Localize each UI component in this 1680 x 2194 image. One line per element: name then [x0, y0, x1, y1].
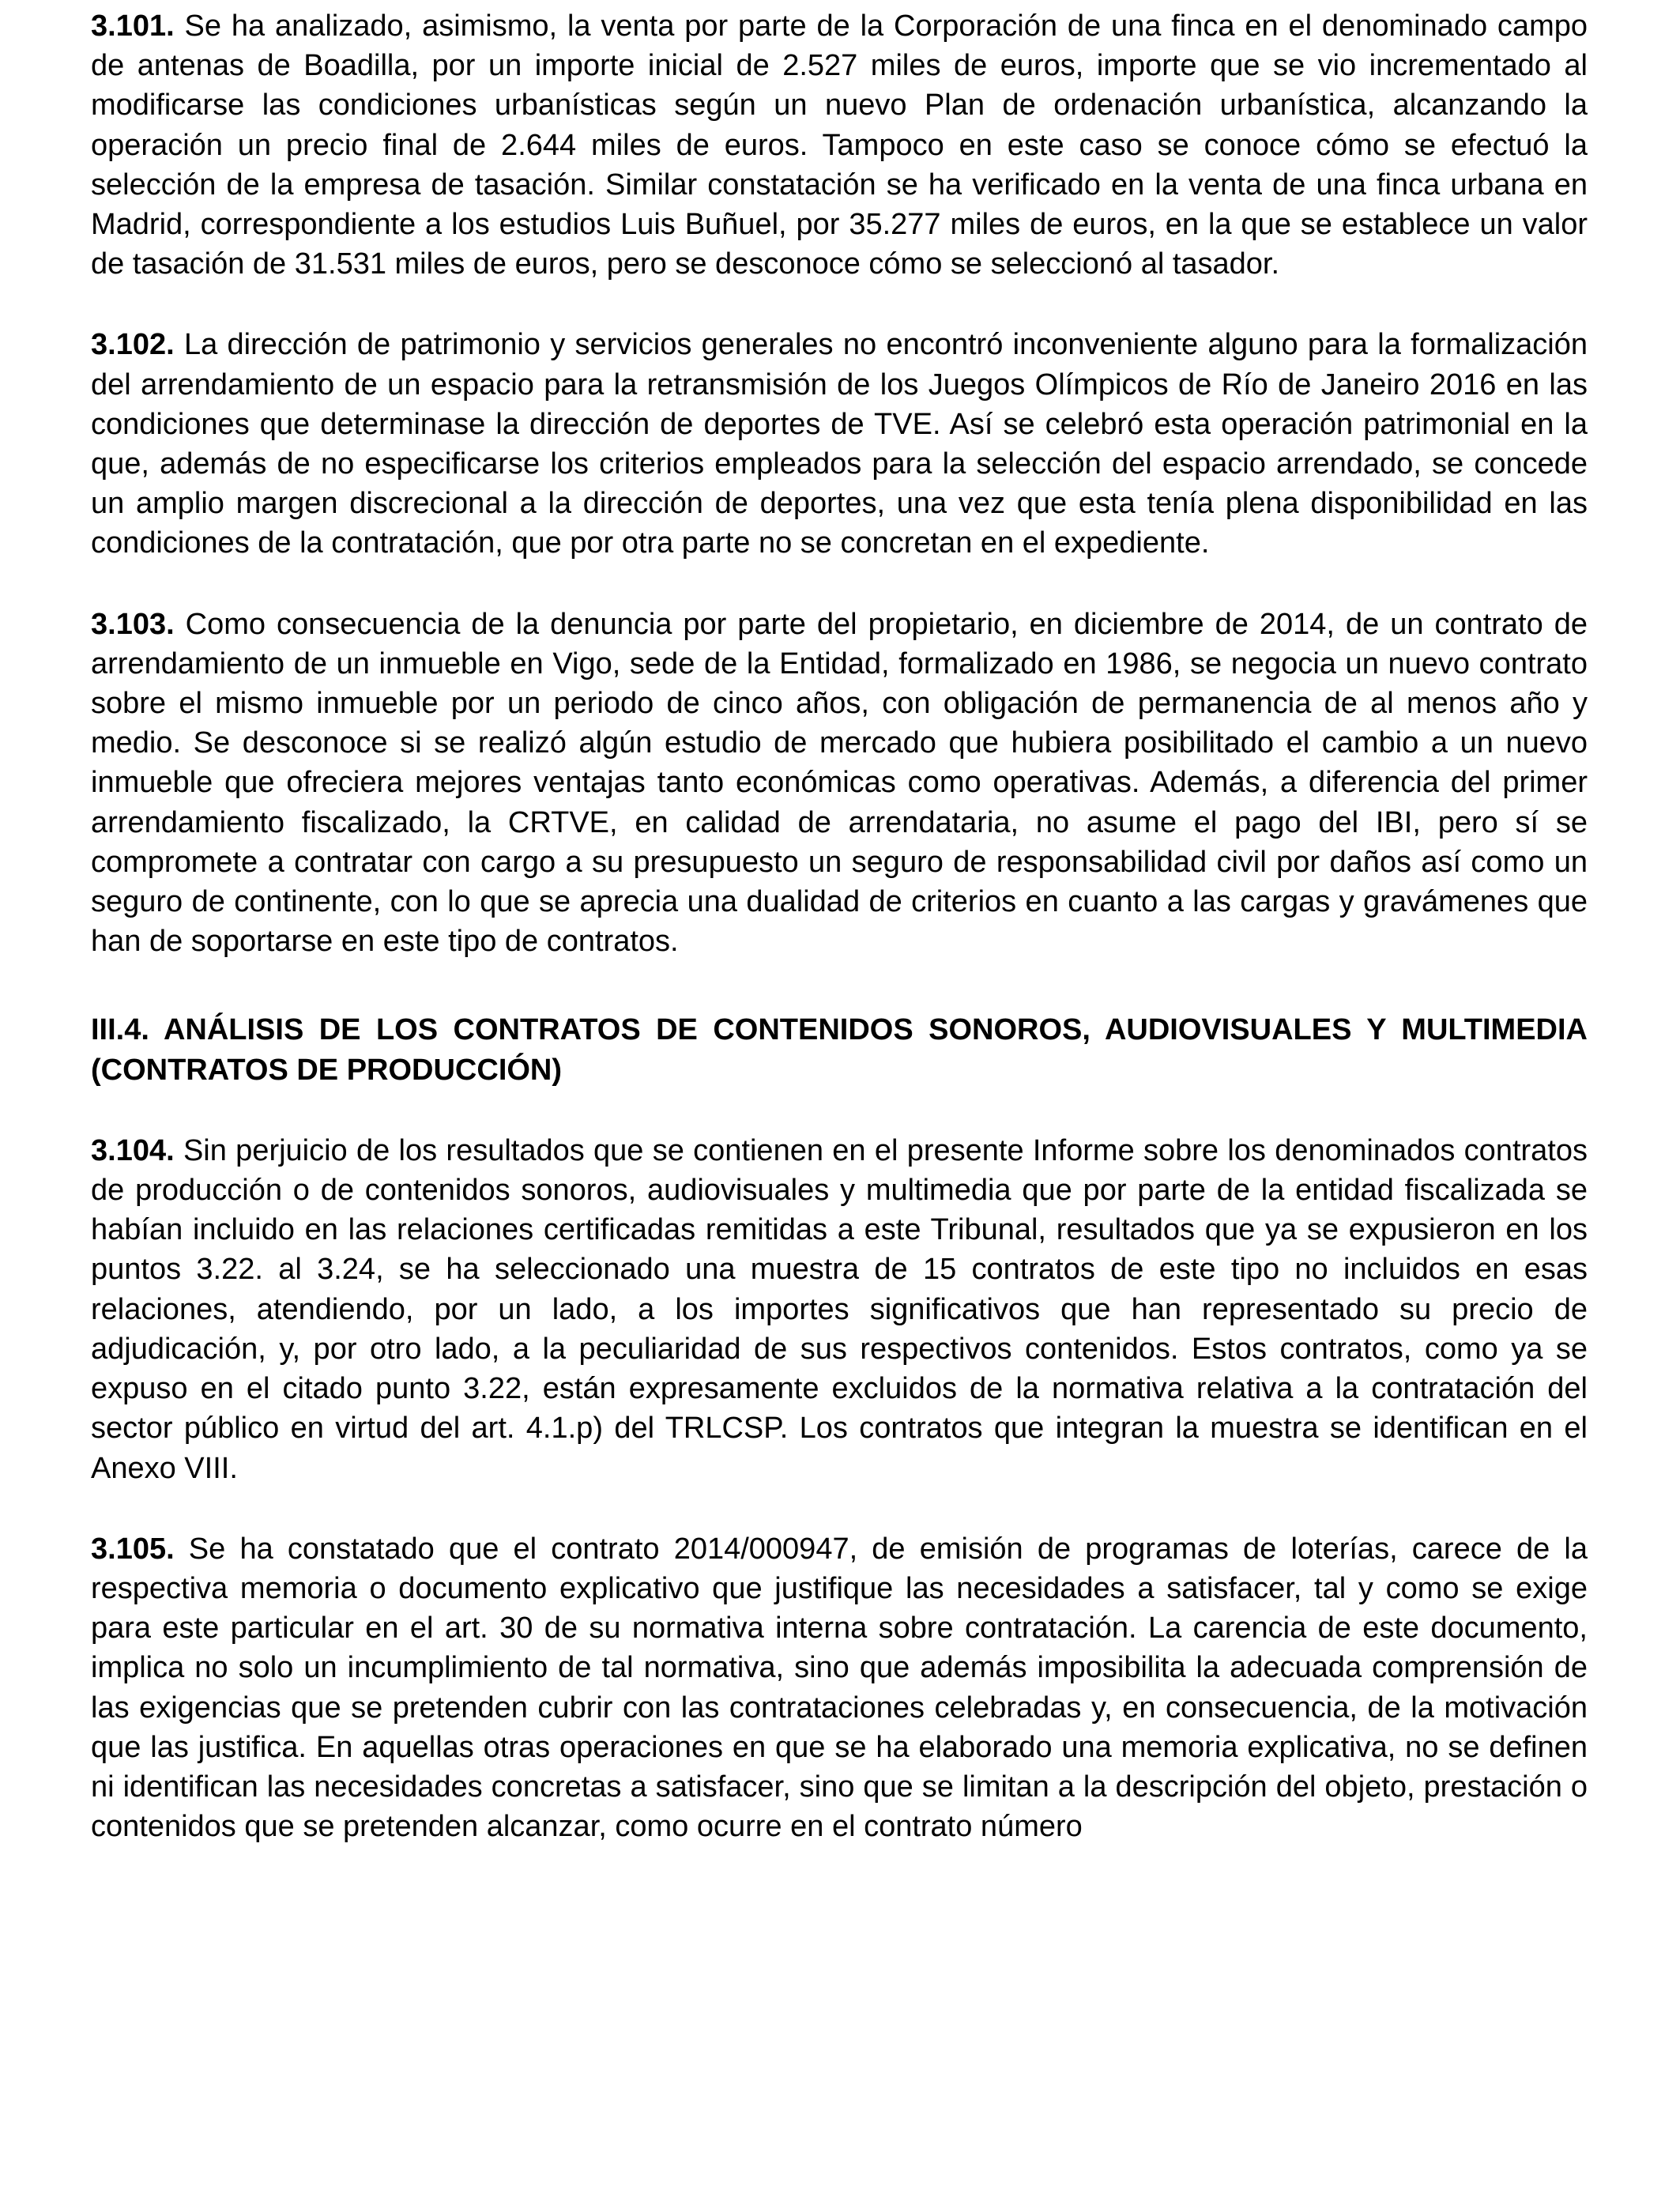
paragraph-number: 3.102. [91, 328, 175, 362]
document-page [91, 6, 1588, 1887]
paragraph-3-102 [91, 325, 1588, 563]
paragraph-text: Se ha analizado, asimismo, la venta por parte de la Corporación de una finca en el denominado campo de antenas de Boadilla, por un importe inicial de 2.527 miles de euros, importe que se vio incrementado al modificarse las condiciones urbanísticas según un nuevo Plan de ordenación urbanística, alcanzando la operación un precio final de 2.644 miles de euros. Tampoco en este caso se conoce cómo se efectuó la selección de la empresa de tasación. Similar constatación se ha verificado en la venta de una finca urbana en Madrid, correspondiente a los estudios Luis Buñuel, por 35.277 miles de euros, en la que se establece un valor de tasación de 31.531 miles de euros, pero se desconoce cómo se seleccionó al tasador. [91, 9, 1588, 281]
paragraph-text: Como consecuencia de la denuncia por parte del propietario, en diciembre de 2014, de un contrato de arrendamiento de un inmueble en Vigo, sede de la Entidad, formalizado en 1986, se negocia un nuevo contrato sobre el mismo inmueble por un periodo de cinco años, con obligación de permanencia de al menos año y medio. Se desconoce si se realizó algún estudio de mercado que hubiera posibilitado el cambio a un nuevo inmueble que ofreciera mejores ventajas tanto económicas como operativas. Además, a diferencia del primer arrendamiento fiscalizado, la CRTVE, en calidad de arrendataria, no asume el pago del IBI, pero sí se compromete a contratar con cargo a su presupuesto un seguro de responsabilidad civil por daños así como un seguro de continente, con lo que se aprecia una dualidad de criterios en cuanto a las cargas y gravámenes que han de soportarse en este tipo de contratos. [91, 607, 1588, 959]
paragraph-3-105 [91, 1529, 1588, 1847]
paragraph-text: La dirección de patrimonio y servicios generales no encontró inconveniente alguno para la formalización del arrendamiento de un espacio para la retransmisión de los Juegos Olímpicos de Río de Janeiro 2016 en las condiciones que determinase la dirección de deportes de TVE. Así se celebró esta operación patrimonial en la que, además de no especificarse los criterios empleados para la selección del espacio arrendado, se concede un amplio margen discrecional a la dirección de deportes, una vez que esta tenía plena disponibilidad en las condiciones de la contratación, que por otra parte no se concretan en el expediente. [91, 328, 1588, 560]
paragraph-number: 3.105. [91, 1532, 175, 1566]
paragraph-text: Se ha constatado que el contrato 2014/000947, de emisión de programas de loterías, carece de la respectiva memoria o documento explicativo que justifique las necesidades a satisfacer, tal y como se exige para este particular en el art. 30 de su normativa interna sobre contratación. La carencia de este documento, implica no solo un incumplimiento de tal normativa, sino que además imposibilita la adecuada comprensión de las exigencias que se pretenden cubrir con las contrataciones celebradas y, en consecuencia, de la motivación que las justifica. En aquellas otras operaciones en que se ha elaborado una memoria explicativa, no se definen ni identifican las necesidades concretas a satisfacer, sino que se limitan a la descripción del objeto, prestación o contenidos que se pretenden alcanzar, como ocurre en el contrato número [91, 1532, 1588, 1844]
paragraph-text: Sin perjuicio de los resultados que se contienen en el presente Informe sobre los denominados contratos de producción o de contenidos sonoros, audiovisuales y multimedia que por parte de la entidad fiscalizada se habían incluido en las relaciones certificadas remitidas a este Tribunal, resultados que ya se expusieron en los puntos 3.22. al 3.24, se ha seleccionado una muestra de 15 contratos de este tipo no incluidos en esas relaciones, atendiendo, por un lado, a los importes significativos que han representado su precio de adjudicación, y, por otro lado, a la peculiaridad de sus respectivos contenidos. Estos contratos, como ya se expuso en el citado punto 3.22, están expresamente excluidos de la normativa relativa a la contratación del sector público en virtud del art. 4.1.p) del TRLCSP. Los contratos que integran la muestra se identifican en el Anexo VIII. [91, 1133, 1588, 1485]
paragraph-3-101 [91, 6, 1588, 284]
paragraph-number: 3.103. [91, 607, 175, 641]
paragraph-3-103 [91, 605, 1588, 962]
paragraph-number: 3.101. [91, 9, 175, 43]
paragraph-3-104 [91, 1131, 1588, 1488]
paragraph-number: 3.104. [91, 1133, 175, 1167]
section-heading: III.4. ANÁLISIS DE LOS CONTRATOS DE CONTENIDOS SONOROS, AUDIOVISUALES Y MULTIMEDIA (CONTRATOS DE PRODUCCIÓN) [91, 1013, 1588, 1087]
